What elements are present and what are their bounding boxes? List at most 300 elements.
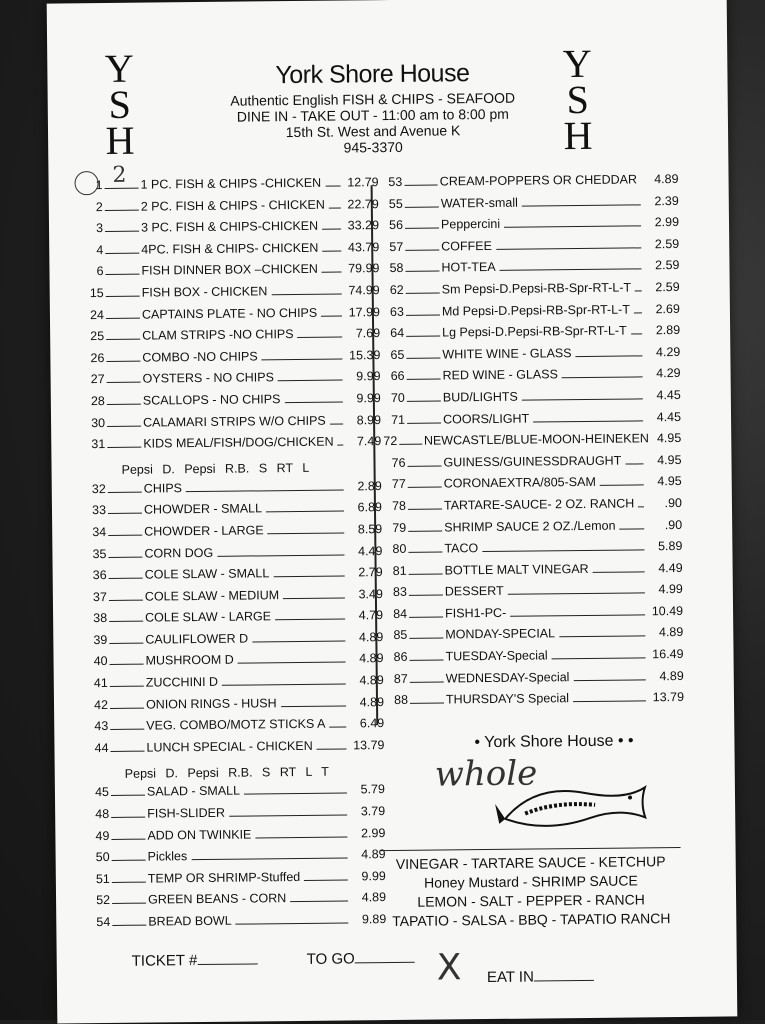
item-price: 8.59 bbox=[348, 522, 382, 536]
quantity-blank bbox=[105, 178, 139, 189]
item-name: ADD ON TWINKIE bbox=[147, 827, 251, 842]
item-name: COFFEE bbox=[441, 239, 492, 254]
quantity-blank bbox=[399, 434, 422, 445]
item-name: CREAM-POPPERS OR CHEDDAR bbox=[440, 172, 637, 188]
item-name: COLE SLAW - MEDIUM bbox=[145, 588, 279, 603]
leader-line bbox=[262, 348, 343, 360]
quantity-blank bbox=[106, 286, 140, 297]
restaurant-header bbox=[167, 58, 578, 157]
leader-line bbox=[236, 912, 349, 924]
item-number: 37 bbox=[83, 590, 107, 604]
item-price: 2.59 bbox=[646, 280, 680, 294]
item-number: 38 bbox=[83, 611, 107, 625]
quantity-blank bbox=[109, 611, 143, 622]
item-price: 6.89 bbox=[348, 500, 382, 514]
fish-illustration bbox=[495, 762, 656, 844]
item-price: 5.89 bbox=[648, 539, 682, 553]
leader-line bbox=[238, 652, 346, 664]
item-price: 4.95 bbox=[648, 474, 682, 488]
item-name: CLAM STRIPS -NO CHIPS bbox=[142, 327, 294, 343]
item-price: 2.99 bbox=[645, 215, 679, 229]
handwritten-whole: whole bbox=[435, 753, 538, 794]
menu-item-row bbox=[381, 366, 681, 391]
quantity-blank bbox=[405, 218, 439, 229]
menu-item-row bbox=[383, 647, 683, 672]
eat-in-line bbox=[534, 970, 594, 982]
menu-item-row bbox=[81, 434, 381, 459]
ysh-letter: H bbox=[558, 118, 598, 154]
logo-block bbox=[434, 732, 684, 753]
item-price: 13.79 bbox=[350, 738, 384, 752]
leader-line bbox=[222, 674, 346, 686]
leader-line bbox=[522, 194, 641, 206]
item-price: 10.49 bbox=[649, 604, 683, 618]
item-number: 65 bbox=[380, 348, 404, 362]
item-price: 43.79 bbox=[345, 240, 379, 254]
quantity-blank bbox=[407, 412, 441, 423]
item-name: THURSDAY'S Special bbox=[446, 691, 569, 706]
menu-item-row bbox=[82, 522, 382, 547]
item-number: 78 bbox=[382, 499, 406, 513]
condiment-line: VINEGAR - TARTARE SAUCE - KETCHUP bbox=[381, 847, 681, 874]
quantity-blank bbox=[407, 455, 441, 466]
menu-item-row bbox=[82, 479, 382, 504]
leader-line bbox=[522, 388, 643, 400]
item-number: 34 bbox=[82, 525, 106, 539]
menu-item-row bbox=[83, 630, 383, 655]
menu-item-row bbox=[79, 261, 379, 286]
item-price: 3.49 bbox=[349, 587, 383, 601]
item-number: 52 bbox=[86, 893, 110, 907]
leader-line bbox=[508, 583, 645, 595]
item-name: KIDS MEAL/FISH/DOG/CHICKEN bbox=[143, 435, 333, 451]
item-price: 6.49 bbox=[350, 716, 384, 730]
eat-in-field bbox=[487, 968, 594, 986]
leader-line bbox=[304, 869, 348, 880]
menu-item-row bbox=[80, 326, 380, 351]
item-number: 80 bbox=[382, 542, 406, 556]
hours: DINE IN - TAKE OUT - 11:00 am to 8:00 pm bbox=[168, 105, 578, 125]
item-price: 4.99 bbox=[649, 582, 683, 596]
menu-item-row bbox=[80, 305, 380, 330]
leader-line bbox=[504, 216, 641, 228]
item-name: Md Pepsi-D.Pepsi-RB-Spr-RT-L-T bbox=[442, 302, 630, 318]
item-price: 22.79 bbox=[345, 197, 379, 211]
quantity-blank bbox=[408, 477, 442, 488]
ticket-line bbox=[197, 953, 257, 965]
quantity-blank bbox=[405, 196, 439, 207]
item-name: Pickles bbox=[148, 849, 188, 863]
item-price: 4.79 bbox=[349, 608, 383, 622]
quantity-blank bbox=[109, 568, 143, 579]
item-number: 55 bbox=[379, 196, 403, 210]
leader-line bbox=[329, 197, 341, 208]
item-number: 31 bbox=[81, 437, 105, 451]
quantity-blank bbox=[110, 740, 144, 751]
leader-line bbox=[600, 475, 644, 486]
item-name: WATER-small bbox=[441, 195, 518, 210]
item-name: BREAD BOWL bbox=[148, 914, 232, 929]
item-price: 7.69 bbox=[346, 326, 380, 340]
item-number: 77 bbox=[382, 477, 406, 491]
item-price: 4.89 bbox=[350, 673, 384, 687]
menu-item-row bbox=[85, 804, 385, 829]
item-name: COORS/LIGHT bbox=[443, 411, 529, 426]
item-price: 4.89 bbox=[349, 630, 383, 644]
quantity-blank bbox=[405, 261, 439, 272]
menu-item-row bbox=[82, 544, 382, 569]
item-number: 87 bbox=[384, 672, 408, 686]
item-number: 27 bbox=[81, 372, 105, 386]
leader-line bbox=[273, 566, 345, 578]
item-price: 4.89 bbox=[650, 669, 684, 683]
condiment-line: Honey Mustard - SHRIMP SAUCE bbox=[381, 871, 681, 893]
item-number: 62 bbox=[380, 283, 404, 297]
item-number: 39 bbox=[83, 633, 107, 647]
leader-line bbox=[268, 522, 345, 534]
quantity-blank bbox=[405, 239, 439, 250]
item-price: 4.49 bbox=[348, 544, 382, 558]
item-number: 70 bbox=[381, 391, 405, 405]
menu-item-row bbox=[380, 345, 680, 370]
leader-line bbox=[186, 479, 344, 492]
quantity-blank bbox=[409, 628, 443, 639]
item-name: GREEN BEANS - CORN bbox=[148, 892, 286, 907]
leader-line bbox=[552, 647, 646, 659]
item-number: 49 bbox=[85, 829, 109, 843]
quantity-blank bbox=[108, 481, 142, 492]
item-price: 9.89 bbox=[352, 912, 386, 926]
item-number: 48 bbox=[85, 807, 109, 821]
item-price: 4.89 bbox=[352, 847, 386, 861]
leader-line bbox=[635, 280, 642, 291]
item-name: CHOWDER - LARGE bbox=[144, 523, 264, 538]
item-price: 33.29 bbox=[345, 218, 379, 232]
leader-line bbox=[500, 259, 642, 271]
quantity-blank bbox=[105, 221, 139, 232]
quantity-blank bbox=[406, 282, 440, 293]
leader-line bbox=[321, 305, 342, 316]
condiment-line: LEMON - SALT - PEPPER - RANCH bbox=[381, 890, 681, 912]
quantity-blank bbox=[108, 503, 142, 514]
item-price: 2.79 bbox=[349, 565, 383, 579]
leader-line bbox=[281, 695, 347, 707]
item-number: 86 bbox=[383, 650, 407, 664]
item-name: BOTTLE MALT VINEGAR bbox=[445, 562, 589, 578]
item-name: TARTARE-SAUCE- 2 OZ. RANCH bbox=[444, 496, 634, 512]
leader-line bbox=[562, 367, 643, 379]
menu-item-row bbox=[83, 587, 383, 612]
menu-item-row bbox=[384, 690, 684, 715]
menu-item-row bbox=[79, 197, 379, 222]
item-name: FISH DINNER BOX –CHICKEN bbox=[141, 262, 318, 278]
item-price: .90 bbox=[648, 517, 682, 531]
menu-item-row bbox=[379, 237, 679, 262]
item-name: GUINESS/GUINESSDRAUGHT bbox=[443, 453, 621, 469]
logo-title: • York Shore House • • bbox=[434, 732, 684, 753]
item-name: VEG. COMBO/MOTZ STICKS A bbox=[146, 717, 325, 733]
leader-line bbox=[625, 453, 643, 464]
item-number: 30 bbox=[81, 416, 105, 430]
menu-item-row bbox=[383, 604, 683, 629]
leader-line bbox=[533, 410, 643, 422]
item-name: 4PC. FISH & CHIPS- CHICKEN bbox=[141, 241, 318, 257]
leader-line bbox=[284, 391, 343, 403]
ysh-letter: S bbox=[100, 87, 140, 123]
item-name: 3 PC. FISH & CHIPS-CHICKEN bbox=[141, 219, 318, 235]
item-number: 45 bbox=[85, 785, 109, 799]
item-number: 63 bbox=[380, 304, 404, 318]
leader-line bbox=[573, 669, 645, 681]
item-name: TUESDAY-Special bbox=[445, 648, 547, 663]
menu-item-row bbox=[86, 847, 386, 872]
quantity-blank bbox=[112, 871, 146, 882]
leader-line bbox=[593, 561, 645, 573]
menu-ticket-paper bbox=[47, 0, 738, 1024]
menu-item-row bbox=[83, 565, 383, 590]
item-price: 2.59 bbox=[645, 258, 679, 272]
menu-item-row bbox=[85, 783, 385, 808]
item-name: 1 PC. FISH & CHIPS -CHICKEN bbox=[141, 176, 322, 192]
item-number: 41 bbox=[84, 676, 108, 690]
menu-item-row bbox=[383, 561, 683, 586]
quantity-blank bbox=[109, 654, 143, 665]
item-price: 7.49 bbox=[347, 434, 381, 448]
leader-line bbox=[634, 302, 642, 313]
leader-line bbox=[252, 630, 345, 642]
item-price: 2.99 bbox=[351, 826, 385, 840]
item-number: 3 bbox=[79, 221, 103, 235]
menu-item-row bbox=[80, 283, 380, 308]
menu-item-row bbox=[383, 582, 683, 607]
item-name: Peppercini bbox=[441, 217, 500, 232]
item-number: 85 bbox=[383, 628, 407, 642]
quantity-blank bbox=[409, 606, 443, 617]
handwritten-quantity: 2 bbox=[112, 163, 126, 188]
quantity-blank bbox=[406, 347, 440, 358]
leader-line bbox=[290, 891, 348, 903]
ticket-label: TICKET # bbox=[132, 952, 198, 970]
item-number: 32 bbox=[82, 482, 106, 496]
menu-item-row bbox=[79, 240, 379, 265]
item-number: 51 bbox=[86, 872, 110, 886]
quantity-blank bbox=[407, 369, 441, 380]
item-name: NEWCASTLE/BLUE-MOON-HEINEKEN bbox=[424, 431, 649, 447]
quantity-blank bbox=[106, 329, 140, 340]
leader-line bbox=[325, 176, 341, 187]
leader-line bbox=[271, 283, 341, 295]
leader-line bbox=[631, 324, 643, 335]
item-name: FISH BOX - CHICKEN bbox=[142, 284, 268, 299]
item-number: 88 bbox=[384, 693, 408, 707]
ysh-letter: Y bbox=[99, 51, 139, 87]
item-number: 53 bbox=[378, 175, 402, 189]
item-name: CALAMARI STRIPS W/O CHIPS bbox=[143, 413, 326, 429]
quantity-blank bbox=[404, 175, 438, 186]
leader-line bbox=[266, 501, 344, 513]
quantity-blank bbox=[107, 415, 141, 426]
leader-line bbox=[510, 604, 645, 616]
menu-item-row bbox=[81, 413, 381, 438]
item-number: 56 bbox=[379, 218, 403, 232]
menu-item-row bbox=[379, 215, 679, 240]
menu-item-row bbox=[79, 175, 379, 200]
item-price: 4.89 bbox=[352, 890, 386, 904]
item-name: Lg Pepsi-D.Pepsi-RB-Spr-RT-L-T bbox=[442, 324, 627, 340]
item-price: 5.79 bbox=[351, 783, 385, 797]
leader-line bbox=[191, 848, 348, 861]
menu-item-row bbox=[86, 912, 386, 937]
menu-item-row bbox=[379, 258, 679, 283]
menu-item-row bbox=[83, 608, 383, 633]
item-price: 4.49 bbox=[649, 561, 683, 575]
item-number: 33 bbox=[82, 503, 106, 517]
item-number: 54 bbox=[86, 915, 110, 929]
item-price: 4.89 bbox=[649, 625, 683, 639]
item-name: DESSERT bbox=[445, 584, 504, 599]
item-name: CORN DOG bbox=[144, 545, 213, 560]
to-go-field bbox=[307, 950, 415, 968]
item-price: 9.99 bbox=[352, 869, 386, 883]
quantity-blank bbox=[111, 828, 145, 839]
item-name: FISH-SLIDER bbox=[147, 806, 225, 821]
item-price: 15.39 bbox=[346, 348, 380, 362]
menu-item-row bbox=[382, 496, 682, 521]
item-price: 79.99 bbox=[345, 261, 379, 275]
item-name: HOT-TEA bbox=[441, 260, 495, 275]
item-price: 3.79 bbox=[351, 804, 385, 818]
quantity-blank bbox=[105, 199, 139, 210]
ysh-letter: S bbox=[558, 82, 598, 118]
quantity-blank bbox=[409, 650, 443, 661]
menu-item-row bbox=[84, 738, 384, 763]
menu-item-row bbox=[384, 669, 684, 694]
item-name: RED WINE - GLASS bbox=[443, 368, 558, 383]
quantity-blank bbox=[112, 915, 146, 926]
item-price: 13.79 bbox=[650, 690, 684, 704]
quantity-blank bbox=[408, 542, 442, 553]
ysh-letter: Y bbox=[557, 46, 597, 82]
quantity-blank bbox=[410, 693, 444, 704]
menu-item-row bbox=[381, 431, 681, 456]
tagline: Authentic English FISH & CHIPS - SEAFOOD bbox=[168, 89, 578, 109]
item-number: 83 bbox=[383, 585, 407, 599]
item-name: ZUCCHINI D bbox=[146, 675, 218, 690]
leader-line bbox=[322, 262, 342, 273]
quantity-blank bbox=[408, 520, 442, 531]
quantity-blank bbox=[105, 264, 139, 275]
item-number: 57 bbox=[379, 240, 403, 254]
right-menu-column bbox=[378, 172, 684, 715]
menu-item-row bbox=[380, 302, 680, 327]
item-price: 4.95 bbox=[657, 431, 681, 445]
item-name: TACO bbox=[444, 541, 478, 555]
menu-item-row bbox=[381, 388, 681, 413]
item-number: 28 bbox=[81, 394, 105, 408]
quantity-blank bbox=[105, 242, 139, 253]
leader-line bbox=[338, 435, 344, 446]
menu-item-row bbox=[383, 625, 683, 650]
item-number: 2 bbox=[79, 200, 103, 214]
quantity-blank bbox=[408, 498, 442, 509]
item-price: 4.45 bbox=[647, 409, 681, 423]
item-name: COLE SLAW - SMALL bbox=[145, 566, 270, 581]
leader-line bbox=[244, 783, 347, 795]
quantity-blank bbox=[407, 390, 441, 401]
item-name: LUNCH SPECIAL - CHICKEN bbox=[146, 739, 312, 755]
leader-line bbox=[619, 518, 644, 529]
item-number: 24 bbox=[80, 308, 104, 322]
menu-item-row bbox=[79, 218, 379, 243]
item-number: 1 bbox=[79, 178, 103, 192]
quantity-blank bbox=[110, 697, 144, 708]
menu-item-row bbox=[86, 869, 386, 894]
item-price: 4.89 bbox=[349, 652, 383, 666]
item-name: TEMP OR SHRIMP-Stuffed bbox=[148, 870, 300, 886]
menu-item-row bbox=[82, 500, 382, 525]
menu-item-row bbox=[382, 474, 682, 499]
leader-line bbox=[329, 717, 346, 728]
item-name: SHRIMP SAUCE 2 OZ./Lemon bbox=[444, 518, 615, 534]
handwritten-x-mark: X bbox=[437, 947, 462, 988]
item-number: 4 bbox=[79, 243, 103, 257]
menu-item-row bbox=[81, 391, 381, 416]
item-number: 15 bbox=[80, 286, 104, 300]
item-price: 16.49 bbox=[649, 647, 683, 661]
item-name: WHITE WINE - GLASS bbox=[442, 346, 571, 361]
to-go-line bbox=[355, 952, 415, 964]
menu-item-row bbox=[83, 652, 383, 677]
drink-options: Pepsi D. Pepsi R.B. S RT L T bbox=[85, 760, 385, 786]
quantity-blank bbox=[106, 307, 140, 318]
item-name: MUSHROOM D bbox=[145, 653, 233, 668]
item-name: OYSTERS - NO CHIPS bbox=[143, 371, 274, 386]
item-price: 4.29 bbox=[646, 345, 680, 359]
leader-line bbox=[229, 805, 347, 817]
item-number: 43 bbox=[84, 719, 108, 733]
item-number: 79 bbox=[382, 520, 406, 534]
item-number: 81 bbox=[383, 564, 407, 578]
item-price: 2.89 bbox=[646, 323, 680, 337]
menu-item-row bbox=[84, 673, 384, 698]
item-price: 74.99 bbox=[346, 283, 380, 297]
item-number: 64 bbox=[380, 326, 404, 340]
item-name: BUD/LIGHTS bbox=[443, 390, 518, 405]
item-price: 4.29 bbox=[647, 366, 681, 380]
quantity-blank bbox=[406, 326, 440, 337]
item-price: 2.89 bbox=[348, 479, 382, 493]
phone: 945-3370 bbox=[168, 137, 578, 157]
item-price: 12.79 bbox=[344, 175, 378, 189]
menu-item-row bbox=[381, 409, 681, 434]
drink-options: Pepsi D. Pepsi R.B. S RT L bbox=[81, 456, 381, 482]
leader-line bbox=[322, 240, 341, 251]
item-name: WEDNESDAY-Special bbox=[446, 670, 570, 685]
item-name: ONION RINGS - HUSH bbox=[146, 696, 277, 711]
quantity-blank bbox=[410, 671, 444, 682]
item-name: Sm Pepsi-D.Pepsi-RB-Spr-RT-L-T bbox=[442, 280, 632, 296]
item-number: 44 bbox=[84, 741, 108, 755]
item-name: COMBO -NO CHIPS bbox=[142, 349, 257, 364]
quantity-blank bbox=[107, 437, 141, 448]
restaurant-title: York Shore House bbox=[167, 58, 577, 91]
item-name: CAULIFLOWER D bbox=[145, 631, 248, 646]
leader-line bbox=[322, 219, 341, 230]
item-name: MONDAY-SPECIAL bbox=[445, 627, 555, 642]
item-price: 8.99 bbox=[347, 413, 381, 427]
leader-line bbox=[283, 587, 345, 599]
leader-line bbox=[330, 413, 343, 424]
